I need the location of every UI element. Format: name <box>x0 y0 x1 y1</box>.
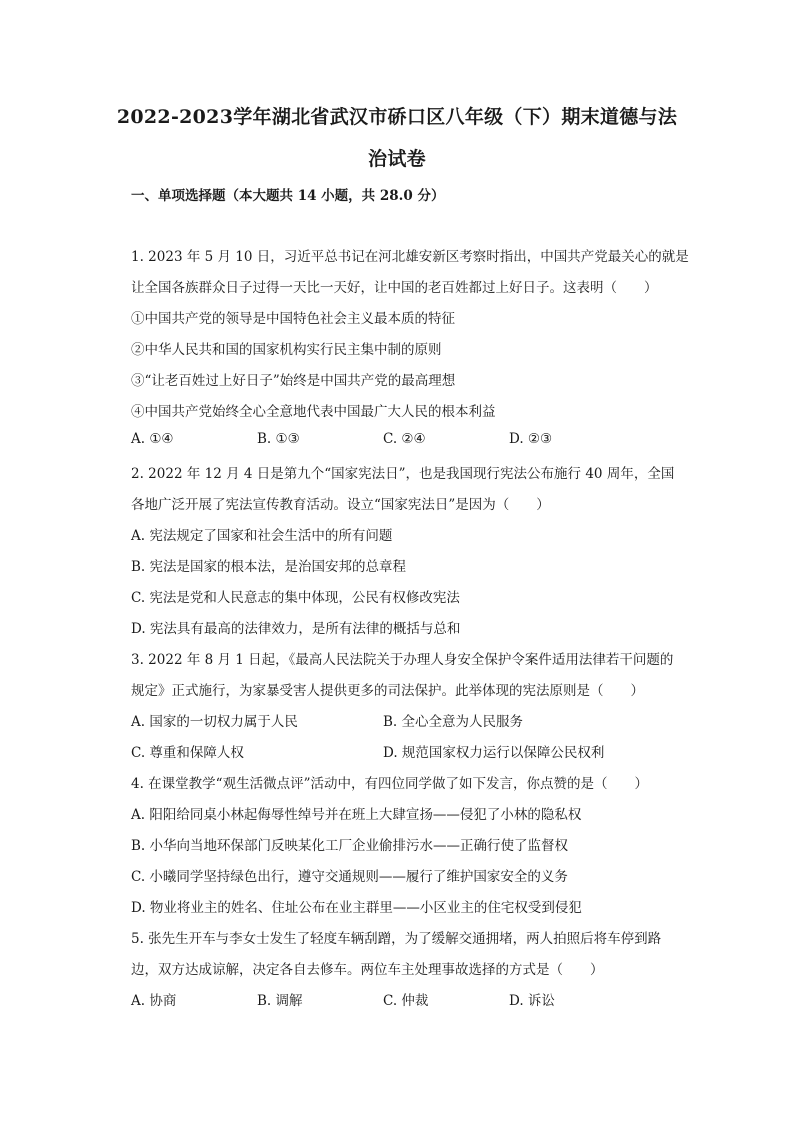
q2-option-a: A. 宪法规定了国家和社会生活中的所有问题 <box>131 528 393 544</box>
exam-title-line-2: 治试卷 <box>368 148 426 170</box>
q5-option-d: D. 诉讼 <box>509 993 555 1009</box>
q1-option-c: C. ②④ <box>383 431 426 447</box>
q5-option-c: C. 仲裁 <box>383 993 429 1009</box>
q2-option-b: B. 宪法是国家的根本法，是治国安邦的总章程 <box>131 559 407 575</box>
q1-stem-line-1: 1. 2023 年 5 月 10 日，习近平总书记在河北雄安新区考察时指出，中国共产党最关心的就是 <box>131 249 689 265</box>
q1-statement-3: ③“让老百姓过上好日子”始终是中国共产党的最高理想 <box>131 373 456 389</box>
q1-statement-1: ①中国共产党的领导是中国特色社会主义最本质的特征 <box>131 311 455 327</box>
q3-option-d: D. 规范国家权力运行以保障公民权利 <box>383 745 605 761</box>
q1-option-d: D. ②③ <box>509 431 553 447</box>
q1-statement-2: ②中华人民共和国的国家机构实行民主集中制的原则 <box>131 342 442 358</box>
q4-option-a: A. 阳阳给同桌小林起侮辱性绰号并在班上大肆宣扬——侵犯了小林的隐私权 <box>131 807 582 823</box>
q5-stem-line-2: 边，双方达成谅解，决定各自去修车。两位车主处理事故选择的方式是（ ） <box>131 962 604 978</box>
section-heading: 一、单项选择题（本大题共 14 小题，共 28.0 分） <box>131 188 445 204</box>
q4-option-b: B. 小华向当地环保部门反映某化工厂企业偷排污水——正确行使了监督权 <box>131 838 569 854</box>
q1-option-b: B. ①③ <box>257 431 300 447</box>
q4-option-d: D. 物业将业主的姓名、住址公布在业主群里——小区业主的住宅权受到侵犯 <box>131 900 582 916</box>
q3-stem-line-1: 3. 2022 年 8 月 1 日起，《最高人民法院关于办理人身安全保护令案件适用法律若干问题的 <box>131 652 674 668</box>
q2-option-d: D. 宪法具有最高的法律效力，是所有法律的概括与总和 <box>131 621 461 637</box>
q4-option-c: C. 小曦同学坚持绿色出行，遵守交通规则——履行了维护国家安全的义务 <box>131 869 568 885</box>
q2-option-c: C. 宪法是党和人民意志的集中体现，公民有权修改宪法 <box>131 590 460 606</box>
exam-title-line-1: 2022-2023学年湖北省武汉市硚口区八年级（下）期末道德与法 <box>116 106 678 128</box>
q3-stem-line-2: 规定》正式施行，为家暴受害人提供更多的司法保护。此举体现的宪法原则是（ ） <box>131 683 644 699</box>
q1-option-a: A. ①④ <box>131 431 174 447</box>
q1-stem-line-2: 让全国各族群众日子过得一天比一天好，让中国的老百姓都过上好日子。这表明（ ） <box>131 280 658 296</box>
q5-stem-line-1: 5. 张先生开车与李女士发生了轻度车辆刮蹭，为了缓解交通拥堵，两人拍照后将车停到路 <box>131 931 662 947</box>
q5-option-a: A. 协商 <box>131 993 177 1009</box>
q3-option-a: A. 国家的一切权力属于人民 <box>131 714 298 730</box>
q2-stem-line-2: 各地广泛开展了宪法宣传教育活动。设立“国家宪法日”是因为（ ） <box>131 497 550 513</box>
q2-stem-line-1: 2. 2022 年 12 月 4 日是第九个“国家宪法日”，也是我国现行宪法公布施行 40 周年，全国 <box>131 466 675 482</box>
q3-option-b: B. 全心全意为人民服务 <box>383 714 524 730</box>
q4-stem-line-1: 4. 在课堂教学“观生活微点评”活动中，有四位同学做了如下发言，你点赞的是（ ） <box>131 776 648 792</box>
q3-option-c: C. 尊重和保障人权 <box>131 745 244 761</box>
q5-option-b: B. 调解 <box>257 993 303 1009</box>
q1-statement-4: ④中国共产党始终全心全意地代表中国最广大人民的根本利益 <box>131 404 496 420</box>
